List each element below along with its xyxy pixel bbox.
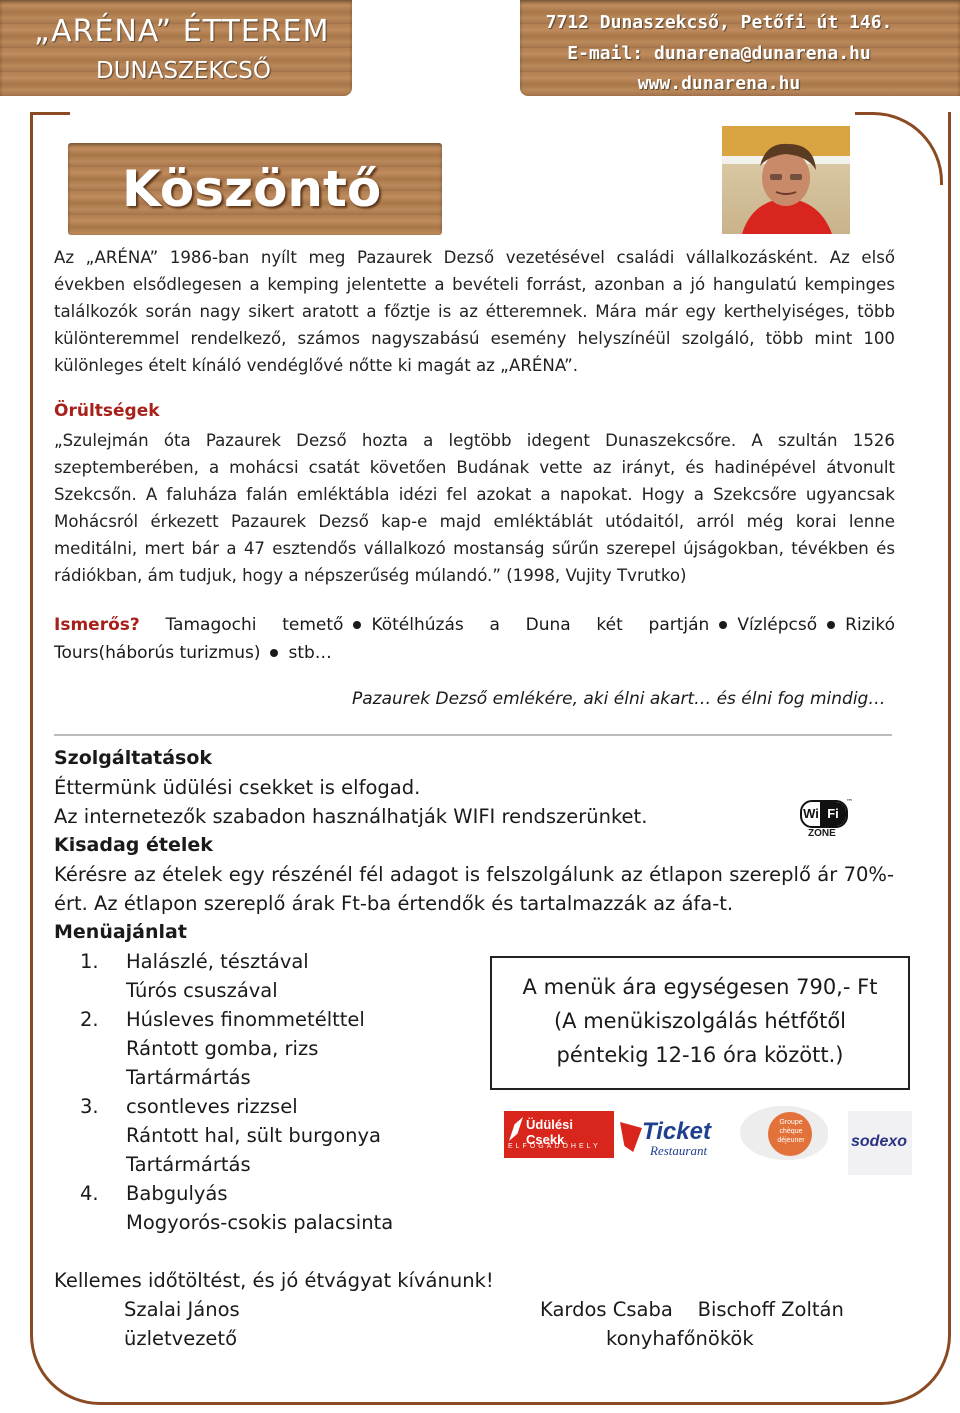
wifi-zone-logo	[800, 798, 852, 842]
familiar-item: Kötélhúzás a Duna két partján	[371, 615, 710, 635]
header-address: 7712 Dunaszekcső, Petőfi út 146.	[545, 12, 893, 33]
sodexo-logo	[848, 1111, 912, 1175]
half-portion-text: Kérésre az ételek egy részénél fél adagot is felszolgálunk az étlapon szereplő ár 70%-ért. Az étlapon szereplő árak Ft-ba értendők és tartalmazzák az áfa-t.	[54, 863, 894, 915]
familiar-heading: Ismerős?	[54, 615, 140, 635]
services-heading: Szolgáltatások	[54, 747, 213, 769]
ticket-restaurant-logo	[620, 1118, 740, 1158]
manager-name: Szalai János	[124, 1298, 240, 1321]
manager-role: üzletvezető	[124, 1327, 238, 1350]
ticket-restaurant-word: Restaurant	[650, 1143, 708, 1158]
menu-item-number: 1.	[80, 950, 99, 973]
familiar-item: stb…	[288, 643, 332, 663]
header-email[interactable]: E-mail: dunarena@dunarena.hu	[567, 43, 871, 64]
udulesi-subtitle: ELFOGADÓHELY	[508, 1143, 601, 1150]
menu-item-line: 1. Halászlé, tésztával	[80, 947, 309, 976]
menu-item-line: Mogyorós-csokis palacsinta	[126, 1211, 394, 1234]
bullet-icon	[353, 621, 361, 629]
bullet-icon	[827, 621, 835, 629]
crazy-quote: „Szulejmán óta Pazaurek Dezső hozta a legtöbb idegent Dunaszekcsőre. A szultán 1526 szeptemberében, a mohácsi csatát követően Budának vette az irányt, és hadinépével átvonult Szekcsőn. A faluháza falán emléktábla idézi fel azokat a napokat. Hogy a Szekcsőre ugyancsak Mohácsról érkezett Pazaurek Dezső kap-e majd emléktáblát utódaitól, arról még korai lenne meditálni, mert bár a 47 esztendős vállalkozó mostanság sűrűn szerepel újságokban, tévékben és rádiókban, ám tudjuk, hogy a népszerűség múlandó.” (1998, Vujity Tvrutko)	[54, 431, 895, 585]
menu-item-line: 3. csontleves rizzsel	[80, 1092, 381, 1121]
price-line: (A menükiszolgálás hétfőtől	[553, 1009, 846, 1033]
menu-item-1	[80, 947, 309, 1005]
section-divider	[54, 734, 892, 736]
menu-price-box	[490, 956, 910, 1090]
menu-item-number: 2.	[80, 1008, 99, 1031]
menu-item-2	[80, 1005, 365, 1092]
wifi-tm: ™	[846, 798, 853, 806]
bullet-icon	[719, 621, 727, 629]
menu-item-number: 3.	[80, 1095, 99, 1118]
menu-heading: Menüajánlat	[54, 921, 187, 943]
crazy-heading: Örültségek	[54, 401, 160, 421]
bullet-icon	[270, 649, 278, 657]
udulesi-title: Üdülési Csekk	[526, 1117, 573, 1147]
price-line: A menük ára egységesen 790,- Ft	[522, 975, 878, 999]
familiar-section	[54, 611, 895, 667]
ticket-swoosh	[620, 1122, 642, 1152]
wifi-logo-wi: Wi	[803, 806, 819, 821]
services-line: Az internetezők szabadon használhatják WIFI rendszerünket.	[54, 805, 648, 828]
intro-paragraph: Az „ARÉNA” 1986-ban nyílt meg Pazaurek Dezső vezetésével családi vállalkozásként. Az első években elsődlegesen a kemping jelentette a bevételi forrást, azonban a jó hangulatú kempinges találkozók során nagy sikert aratott a főztje is az étteremnek. Mára már egy kerthelyiséges, több különteremmel rendelkező, számos nagyszabású esemény helyszínéül szolgáló, több mint 100 különleges ételt kínáló vendéglővé nőtte ki magát az „ARÉNA”.	[54, 248, 895, 375]
udulesi-csekk-logo	[504, 1111, 614, 1158]
header-website[interactable]: www.dunarena.hu	[637, 73, 801, 94]
udulesi-mark	[509, 1117, 523, 1141]
wifi-logo-fi: Fi	[820, 802, 846, 826]
menu-item-number: 4.	[80, 1182, 99, 1205]
restaurant-location: DUNASZEKCSŐ	[96, 58, 271, 84]
memorial-line: Pazaurek Dezső emlékére, aki élni akart… és élni fog mindig…	[352, 689, 886, 709]
menu-item-line: Rántott hal, sült burgonya	[126, 1124, 381, 1147]
menu-item-4	[80, 1179, 393, 1237]
cheque-dejeuner-logo	[740, 1106, 836, 1162]
menu-item-line: Tartármártás	[126, 1066, 251, 1089]
chefs-role: konyhafőnökök	[606, 1327, 754, 1350]
familiar-item: Tamagochi temető	[165, 615, 344, 635]
menu-item-line: Tartármártás	[126, 1153, 251, 1176]
half-portion-heading: Kisadag ételek	[54, 834, 213, 856]
restaurant-name: „ARÉNA” ÉTTEREM	[34, 14, 330, 49]
wifi-badge	[800, 800, 848, 828]
closing-greeting: Kellemes időtöltést, és jó étvágyat kívánunk!	[54, 1269, 494, 1292]
familiar-item: Rizikó Tours(háborús turizmus)	[54, 615, 895, 663]
welcome-title: Köszöntő	[122, 160, 382, 218]
price-line: péntekig 12-16 óra között.)	[556, 1043, 844, 1067]
owner-photo	[722, 126, 850, 234]
chefs-names: Kardos Csaba Bischoff Zoltán	[540, 1298, 844, 1321]
menu-item-3	[80, 1092, 381, 1179]
menu-item-line: 2. Húsleves finommetélttel	[80, 1005, 365, 1034]
services-line: Éttermünk üdülési csekket is elfogad.	[54, 776, 421, 799]
cheque-logo-text: Groupe chèque déjeuner	[777, 1119, 805, 1144]
familiar-item: Vízlépcső	[737, 615, 818, 635]
ticket-word: Ticket	[642, 1118, 711, 1145]
menu-item-line: Rántott gomba, rizs	[126, 1037, 319, 1060]
menu-item-line: Túrós csuszával	[126, 979, 278, 1002]
wifi-zone-text: ZONE	[808, 828, 836, 839]
sodexo-word: sodexo	[851, 1133, 908, 1150]
menu-item-line: 4. Babgulyás	[80, 1179, 393, 1208]
